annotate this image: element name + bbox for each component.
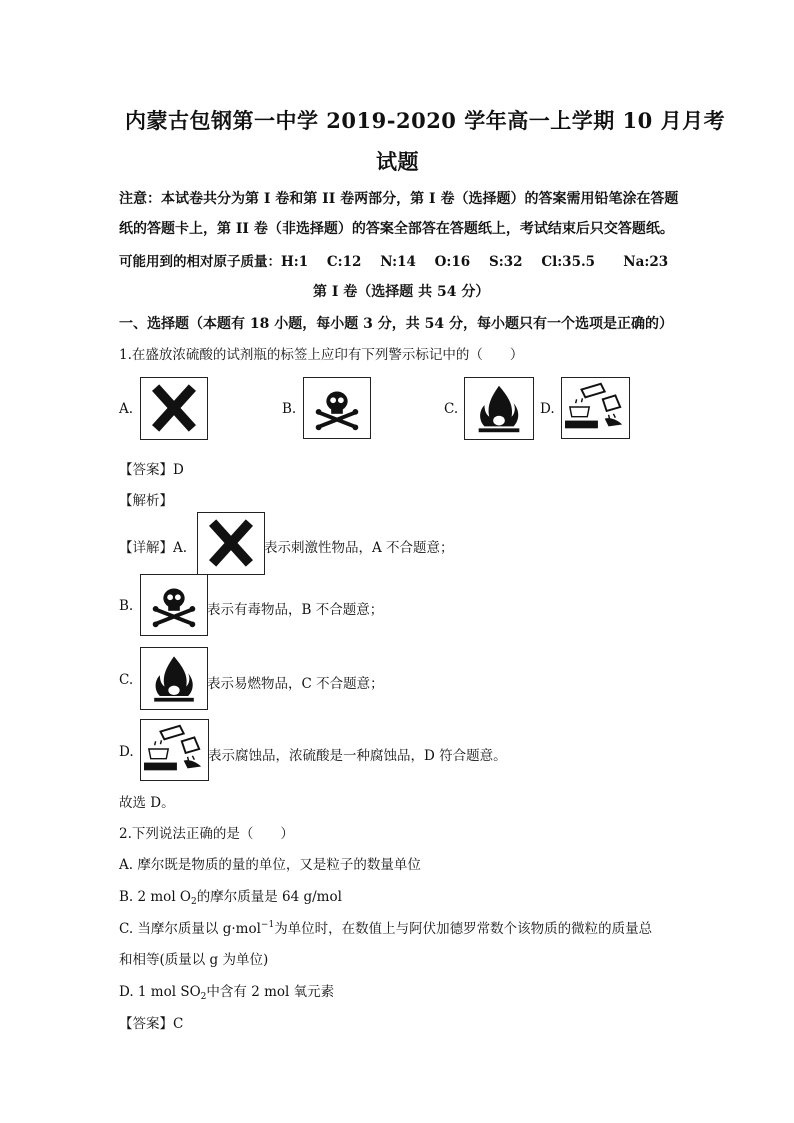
q2-option-c-rest: 为单位时，在数值上与阿伏加德罗常数个该物质的微粒的质量总 — [274, 921, 653, 937]
page-title-line2: 试题 — [376, 149, 419, 174]
q1-detail-b: 表示有毒物品，B 不合题意； — [207, 602, 384, 618]
q2-option-b-text: B. 2 mol O — [119, 889, 191, 905]
q1-detail-c: 表示易燃物品，C 不合题意； — [207, 676, 384, 692]
q1-detail-b-letter: B. — [119, 598, 134, 614]
notice-line2: 纸的答题卡上，第 II 卷（非选择题）的答案全部答在答题纸上，考试结束后只交答题纸。 — [119, 221, 674, 237]
q2-option-d — [119, 980, 334, 1000]
q2-option-c — [119, 917, 652, 937]
atomic-masses: 可能用到的相对原子质量：H:1 C:12 N:14 O:16 S:32 Cl:35.5 Na:23 — [119, 254, 669, 270]
q2-option-a: A. 摩尔既是物质的量的单位，又是粒子的数量单位 — [119, 857, 421, 873]
flame-flammable-icon — [464, 377, 534, 440]
q1-analysis-label: 【解析】 — [119, 493, 173, 509]
q1-detail-d-letter: D. — [119, 744, 134, 760]
q2-option-b-subscript: 2 — [191, 897, 197, 907]
q2-answer: 【答案】C — [119, 1016, 184, 1032]
part-heading: 一、选择题（本题有 18 小题，每小题 3 分，共 54 分，每小题只有一个选项是正确的） — [119, 316, 673, 332]
x-irritant-icon — [197, 512, 265, 575]
q2-option-d-subscript: 2 — [200, 992, 207, 1002]
skull-toxic-icon — [140, 574, 208, 636]
section-title: 第 I 卷（选择题 共 54 分） — [313, 284, 490, 300]
corrosive-icon — [140, 719, 209, 781]
q1-answer: 【答案】D — [119, 462, 184, 478]
q1-option-d-letter: D. — [540, 401, 555, 417]
q1-detail-c-letter: C. — [119, 672, 134, 688]
skull-toxic-icon — [303, 377, 371, 439]
q1-detail-a: 表示刺激性物品，A 不合题意； — [264, 540, 454, 556]
corrosive-icon — [561, 377, 630, 439]
q2-option-c-text: C. 当摩尔质量以 g·mol — [119, 921, 261, 937]
q1-conclusion: 故选 D。 — [119, 795, 175, 811]
q2-option-c-line2: 和相等(质量以 g 为单位) — [119, 952, 269, 968]
q1-option-c-letter: C. — [444, 401, 459, 417]
q1-detail-d: 表示腐蚀品，浓硫酸是一种腐蚀品，D 符合题意。 — [208, 748, 507, 764]
q2-option-b-rest: 的摩尔质量是 64 g/mol — [196, 889, 342, 905]
q2-stem: 2.下列说法正确的是（ ） — [119, 826, 294, 842]
q2-option-d-text: D. 1 mol SO — [119, 984, 201, 1000]
q1-option-b-letter: B. — [282, 401, 297, 417]
page-title: 内蒙古包钢第一中学 2019-2020 学年高一上学期 10 月月考 — [125, 108, 726, 133]
q2-option-b — [119, 885, 342, 905]
x-irritant-icon — [140, 377, 208, 440]
notice-line1: 注意：本试卷共分为第 I 卷和第 II 卷两部分，第 I 卷（选择题）的答案需用铅笔涂在答题 — [119, 191, 679, 207]
q1-stem: 1.在盛放浓硫酸的试剂瓶的标签上应印有下列警示标记中的（ ） — [119, 347, 524, 363]
q2-option-d-rest: 中含有 2 mol 氧元素 — [206, 984, 335, 1000]
q2-option-c-superscript: −1 — [260, 920, 275, 930]
q1-option-a-letter: A. — [119, 401, 134, 417]
q1-detail-a-prefix: 【详解】A. — [119, 540, 188, 556]
flame-flammable-icon — [140, 647, 208, 710]
